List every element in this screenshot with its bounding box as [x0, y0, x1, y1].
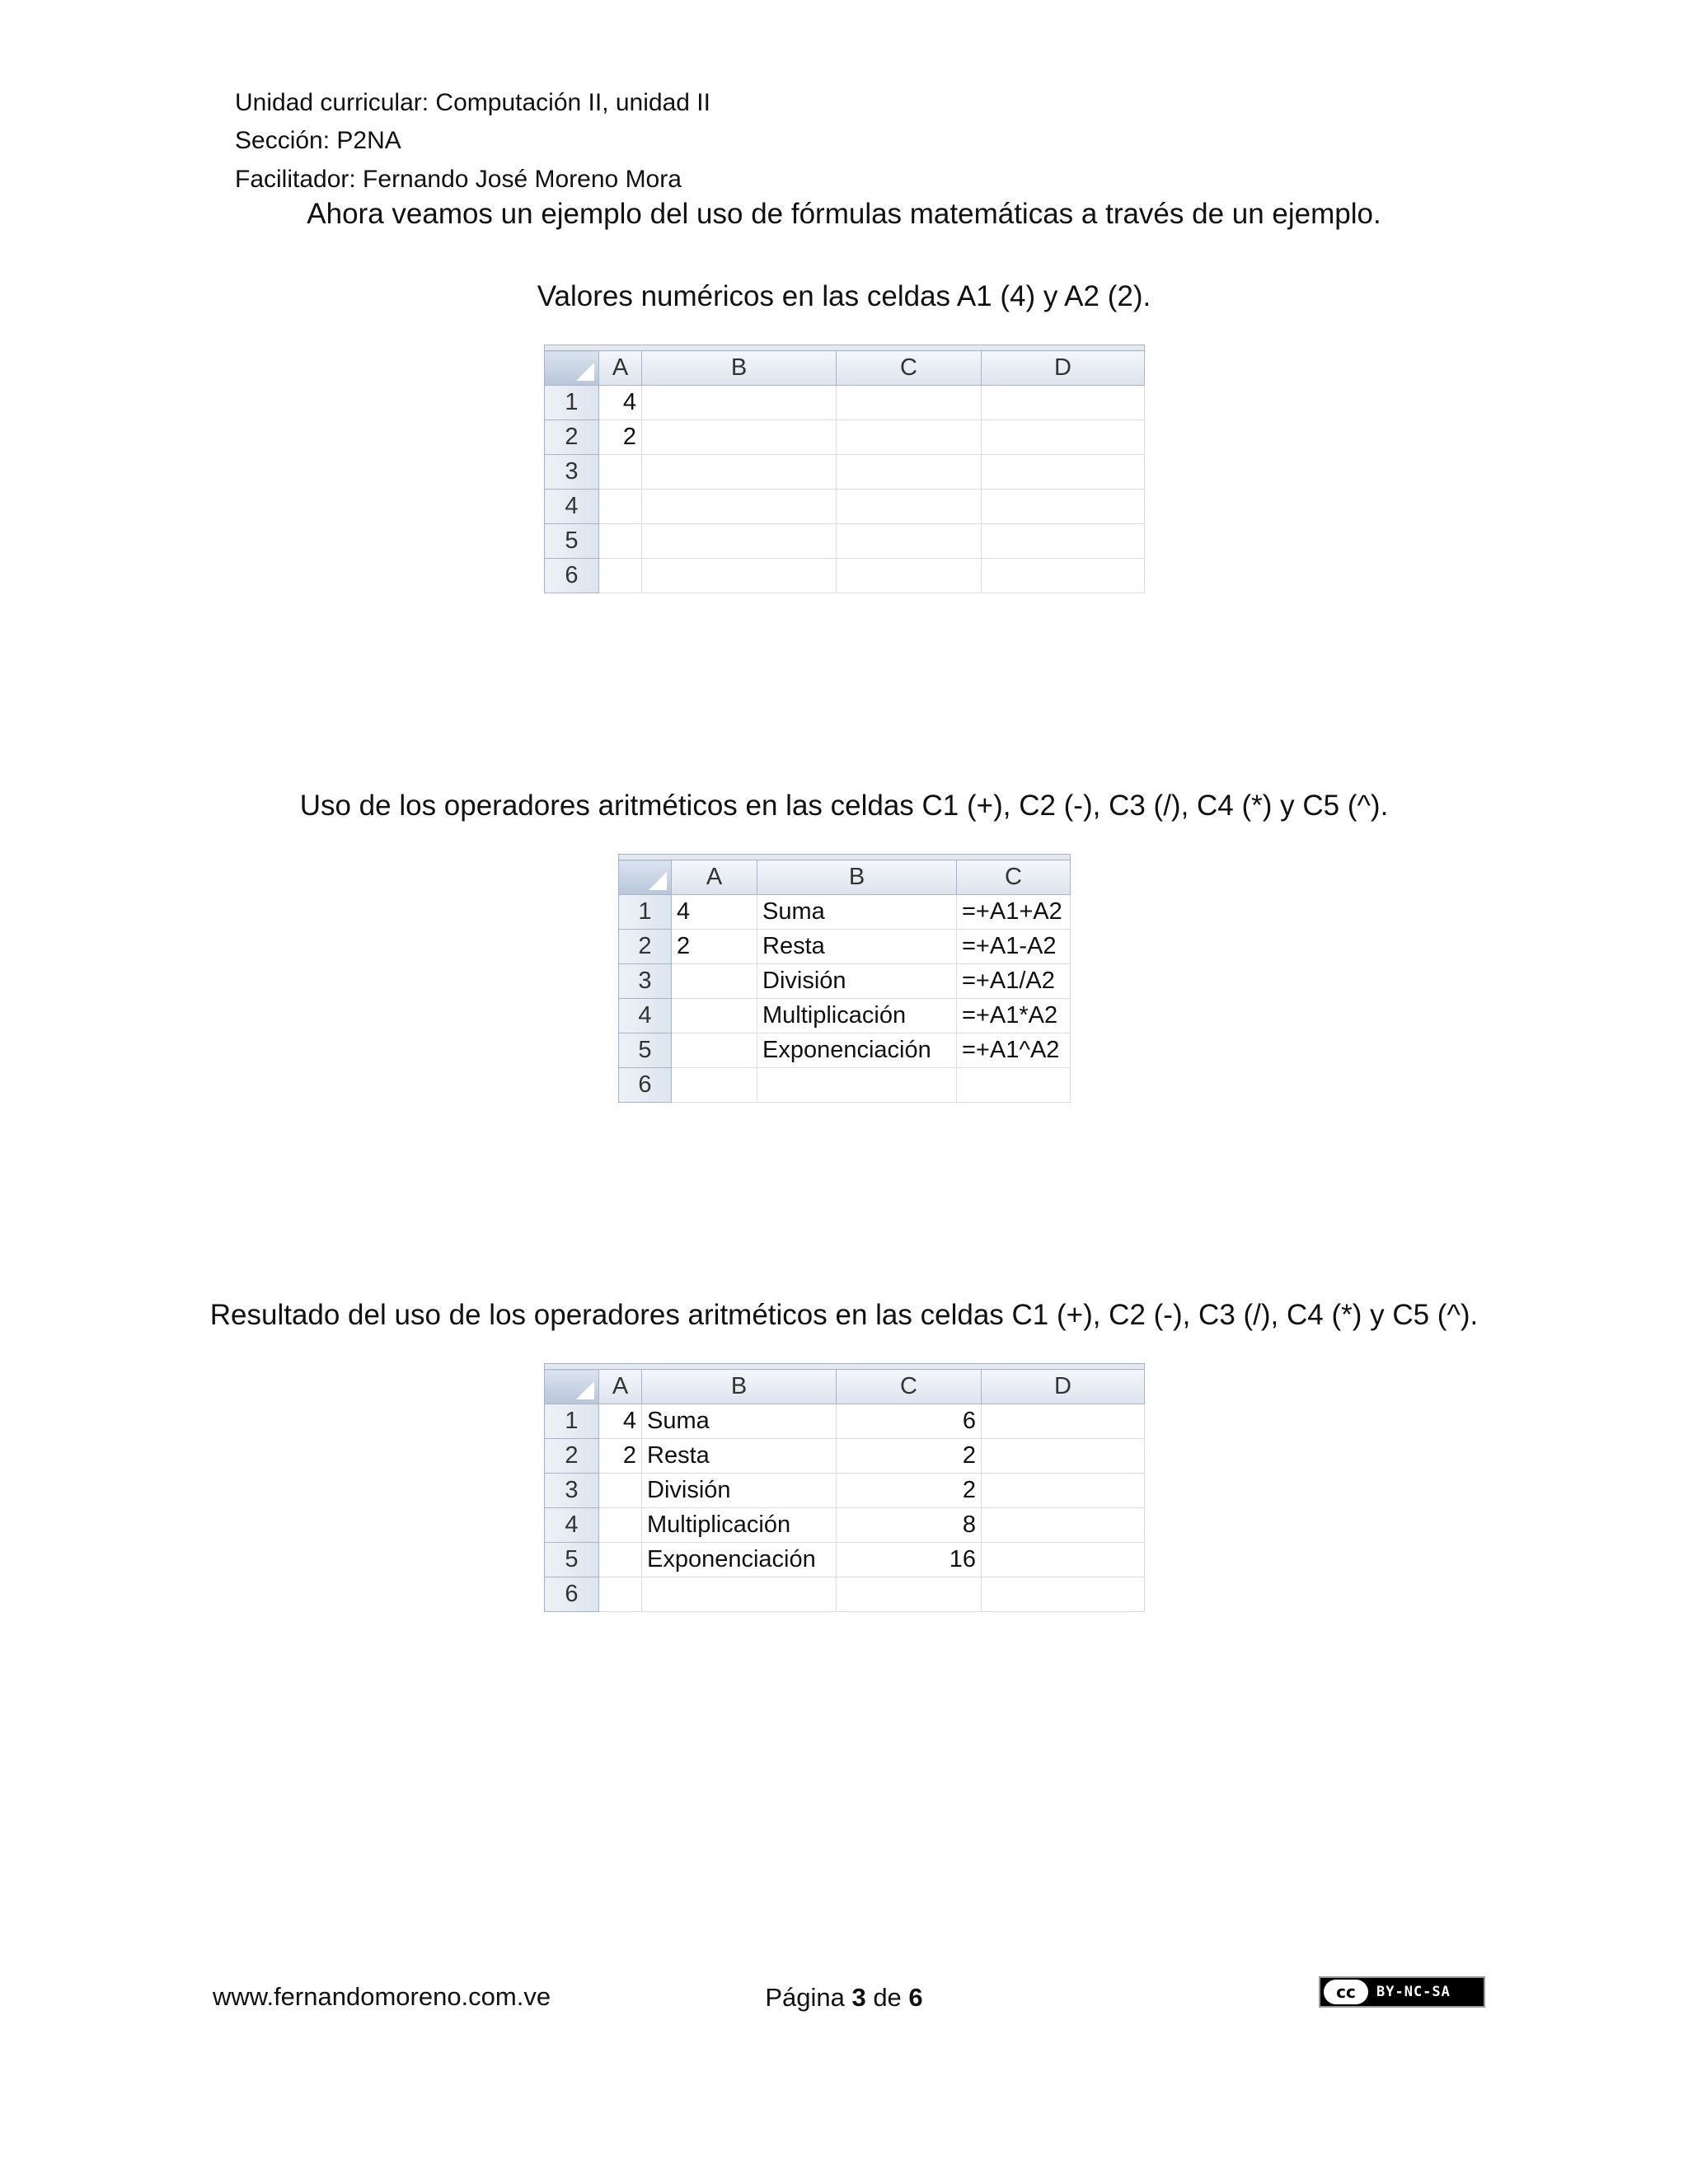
cell[interactable]	[982, 1474, 1145, 1508]
column-header[interactable]: D	[982, 351, 1145, 386]
cell[interactable]	[837, 559, 982, 593]
cell[interactable]	[642, 559, 837, 593]
table-row	[545, 420, 1145, 455]
cell[interactable]	[599, 1474, 642, 1508]
cell[interactable]	[599, 524, 642, 559]
table-row	[545, 1577, 1145, 1612]
cell[interactable]	[982, 559, 1145, 593]
cell[interactable]	[837, 490, 982, 524]
cell[interactable]	[837, 386, 982, 420]
cell[interactable]: Suma	[757, 895, 957, 930]
row-header[interactable]: 1	[545, 1404, 599, 1439]
row-header[interactable]: 6	[545, 1577, 599, 1612]
spreadsheet-values	[544, 344, 1145, 593]
cell[interactable]	[837, 455, 982, 490]
cell[interactable]	[982, 1543, 1145, 1577]
cell[interactable]	[982, 1439, 1145, 1474]
cell[interactable]	[982, 386, 1145, 420]
cell[interactable]: 16	[837, 1543, 982, 1577]
cell[interactable]	[837, 420, 982, 455]
row-header[interactable]: 1	[619, 895, 672, 930]
row-header[interactable]: 1	[545, 386, 599, 420]
cell[interactable]	[642, 455, 837, 490]
row-header[interactable]: 6	[545, 559, 599, 593]
cell[interactable]: =+A1-A2	[957, 930, 1071, 964]
cell[interactable]: 4	[672, 895, 757, 930]
cell[interactable]: 4	[599, 386, 642, 420]
table-row	[619, 895, 1071, 930]
row-header[interactable]: 2	[619, 930, 672, 964]
cell[interactable]: Resta	[642, 1439, 837, 1474]
table-row	[545, 1439, 1145, 1474]
cell[interactable]: =+A1*A2	[957, 999, 1071, 1033]
cell[interactable]	[642, 524, 837, 559]
cell[interactable]: Resta	[757, 930, 957, 964]
cell[interactable]: 2	[599, 420, 642, 455]
cell[interactable]: 8	[837, 1508, 982, 1543]
cell[interactable]: =+A1/A2	[957, 964, 1071, 999]
cell[interactable]	[982, 1404, 1145, 1439]
row-header[interactable]: 2	[545, 420, 599, 455]
cell[interactable]: División	[757, 964, 957, 999]
table-row	[545, 1474, 1145, 1508]
column-header[interactable]: B	[642, 351, 837, 386]
column-header[interactable]: D	[982, 1370, 1145, 1404]
table-row	[619, 964, 1071, 999]
cell[interactable]: 6	[837, 1404, 982, 1439]
spreadsheet-formulas	[618, 854, 1071, 1103]
cell[interactable]: 2	[837, 1439, 982, 1474]
cc-icon: cc	[1324, 1980, 1368, 2004]
cell[interactable]	[672, 999, 757, 1033]
cell[interactable]: 4	[599, 1404, 642, 1439]
cell[interactable]	[757, 1068, 957, 1103]
section-line: Sección: P2NA	[235, 127, 401, 154]
license-label: BY-NC-SA	[1376, 1984, 1451, 2000]
cell[interactable]: =+A1^A2	[957, 1033, 1071, 1068]
row-header[interactable]: 5	[545, 1543, 599, 1577]
table-row	[619, 1033, 1071, 1068]
cell[interactable]	[642, 1577, 837, 1612]
cell[interactable]: 2	[837, 1474, 982, 1508]
cell[interactable]: 2	[599, 1439, 642, 1474]
row-header[interactable]: 4	[545, 490, 599, 524]
table-row	[545, 1543, 1145, 1577]
cell[interactable]: Multiplicación	[757, 999, 957, 1033]
course-line: Unidad curricular: Computación II, unidad II	[235, 89, 710, 116]
column-header[interactable]: C	[957, 860, 1071, 895]
table-row	[545, 1508, 1145, 1543]
cell[interactable]	[982, 420, 1145, 455]
column-header[interactable]: B	[642, 1370, 837, 1404]
column-header[interactable]: A	[599, 1370, 642, 1404]
table-row	[545, 386, 1145, 420]
row-header[interactable]: 5	[545, 524, 599, 559]
cell[interactable]	[982, 1577, 1145, 1612]
column-header[interactable]: B	[757, 860, 957, 895]
page-total: 6	[908, 1983, 923, 2012]
cell[interactable]	[957, 1068, 1071, 1103]
page-prefix: Página	[765, 1983, 852, 2012]
footer-website-link[interactable]: www.fernandomoreno.com.ve	[213, 1982, 551, 2011]
cell[interactable]	[982, 524, 1145, 559]
cell[interactable]	[599, 455, 642, 490]
row-header[interactable]: 3	[619, 964, 672, 999]
select-all-corner[interactable]	[545, 1370, 599, 1404]
cell[interactable]	[672, 964, 757, 999]
row-header[interactable]: 3	[545, 455, 599, 490]
select-all-corner[interactable]	[619, 860, 672, 895]
table-row	[545, 524, 1145, 559]
table-row	[545, 490, 1145, 524]
sheet3-caption: Resultado del uso de los operadores aritméticos en las celdas C1 (+), C2 (-), C3 (/), C4 (*) y C5 (^).	[209, 1299, 1479, 1331]
spreadsheet-results	[544, 1363, 1145, 1612]
cell[interactable]: División	[642, 1474, 837, 1508]
cell[interactable]	[837, 1577, 982, 1612]
cell[interactable]: Suma	[642, 1404, 837, 1439]
table-row	[619, 930, 1071, 964]
column-header[interactable]: A	[672, 860, 757, 895]
cell[interactable]	[642, 420, 837, 455]
teacher-line: Facilitador: Fernando José Moreno Mora	[235, 166, 682, 193]
table-row	[619, 1068, 1071, 1103]
row-header[interactable]: 4	[545, 1508, 599, 1543]
column-header[interactable]: C	[837, 351, 982, 386]
cell[interactable]	[672, 1033, 757, 1068]
page-current: 3	[851, 1983, 866, 2012]
cell[interactable]	[672, 1068, 757, 1103]
cell[interactable]	[642, 386, 837, 420]
column-header[interactable]: C	[837, 1370, 982, 1404]
cell[interactable]	[642, 490, 837, 524]
table-row	[545, 1404, 1145, 1439]
cell[interactable]	[599, 559, 642, 593]
cell[interactable]: =+A1+A2	[957, 895, 1071, 930]
page-mid: de	[865, 1983, 909, 2012]
cell[interactable]	[982, 1508, 1145, 1543]
table-row	[545, 455, 1145, 490]
cell[interactable]: Exponenciación	[757, 1033, 957, 1068]
cell[interactable]: Exponenciación	[642, 1543, 837, 1577]
select-all-corner[interactable]	[545, 351, 599, 386]
cell[interactable]	[599, 490, 642, 524]
cell[interactable]	[599, 1508, 642, 1543]
row-header[interactable]: 2	[545, 1439, 599, 1474]
table-row	[619, 999, 1071, 1033]
cc-license-badge	[1319, 1976, 1485, 2008]
cell[interactable]	[982, 455, 1145, 490]
cell[interactable]	[837, 524, 982, 559]
cell[interactable]	[599, 1543, 642, 1577]
table-row	[545, 559, 1145, 593]
row-header[interactable]: 5	[619, 1033, 672, 1068]
cell[interactable]: 2	[672, 930, 757, 964]
sheet2-caption: Uso de los operadores aritméticos en las celdas C1 (+), C2 (-), C3 (/), C4 (*) y C5 (^).	[299, 790, 1389, 822]
sheet1-caption: Valores numéricos en las celdas A1 (4) y A2 (2).	[537, 280, 1151, 312]
column-header[interactable]: A	[599, 351, 642, 386]
intro-paragraph: Ahora veamos un ejemplo del uso de fórmulas matemáticas a través de un ejemplo.	[307, 198, 1381, 230]
cell[interactable]: Multiplicación	[642, 1508, 837, 1543]
row-header[interactable]: 6	[619, 1068, 672, 1103]
row-header[interactable]: 3	[545, 1474, 599, 1508]
row-header[interactable]: 4	[619, 999, 672, 1033]
cell[interactable]	[599, 1577, 642, 1612]
cell[interactable]	[982, 490, 1145, 524]
